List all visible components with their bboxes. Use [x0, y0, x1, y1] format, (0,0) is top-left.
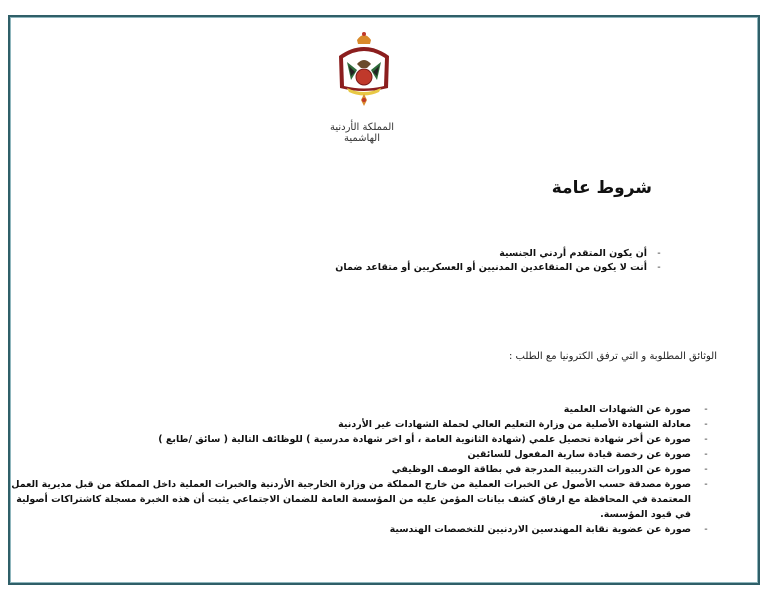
list-item	[1, 477, 721, 522]
list-item	[1, 432, 721, 447]
list-item	[1, 417, 721, 432]
bullet-dash: -	[704, 464, 708, 475]
bullet-dash: -	[657, 247, 661, 259]
documents-intro: الوثائق المطلوبة و التي ترفق الكترونيا مع الطلب :	[509, 351, 717, 362]
bullet-dash: -	[657, 261, 661, 273]
document-text: صورة عن الدورات التدريبية المدرجة في بطاقة الوصف الوظيفي	[391, 464, 691, 475]
list-item	[1, 522, 721, 537]
bullet-dash: -	[704, 524, 708, 535]
document-text: صورة مصدقة حسب الأصول عن الخبرات العملية من خارج المملكة من وزارة الخارجية الأردنية والخبرات العملية داخل المملكة من قبل مديرية العمل المعتمدة في المحافظة مع ارفاق كشف بيانات المؤمن عليه من المؤسسة العامة للضمان الاجتماعي يثبت أن هذه الخبرة مسجلة كاشتراكات أصولية في قيود المؤسسة.	[11, 479, 691, 520]
bullet-dash: -	[704, 419, 708, 430]
document-text: معادلة الشهادة الأصلية من وزارة التعليم العالي لحملة الشهادات غير الأردنية	[338, 419, 691, 430]
bullet-dash: -	[704, 449, 708, 460]
condition-text: أنت لا يكون من المتقاعدين المدنيين أو العسكريين أو متقاعد ضمان	[335, 261, 647, 273]
bullet-dash: -	[704, 479, 708, 490]
page-title: شروط عامة	[551, 178, 652, 198]
document-text: صورة عن عضوية نقابة المهندسين الاردنيين للتخصصات الهندسية	[389, 524, 691, 535]
condition-text: أن يكون المتقدم أردني الجنسية	[499, 247, 647, 259]
required-documents-list	[1, 402, 721, 537]
list-item	[1, 462, 721, 477]
list-item	[1, 402, 721, 417]
document-text: صورة عن أخر شهادة تحصيل علمي (شهادة الثانوية العامة ، أو اخر شهادة مدرسية ) للوظائف التالية ( سائق /طابع )	[158, 434, 691, 445]
document-text: صورة عن الشهادات العلمية	[563, 404, 691, 415]
coat-of-arms-icon	[333, 30, 395, 110]
document-text: صورة عن رخصة قيادة سارية المفعول للسائقين	[467, 449, 691, 460]
list-item	[1, 447, 721, 462]
general-conditions-list	[251, 246, 671, 274]
bullet-dash: -	[704, 434, 708, 445]
list-item	[251, 260, 671, 274]
bullet-dash: -	[704, 404, 708, 415]
list-item	[251, 246, 671, 260]
kingdom-name: المملكة الأردنية الهاشمية	[329, 122, 395, 144]
